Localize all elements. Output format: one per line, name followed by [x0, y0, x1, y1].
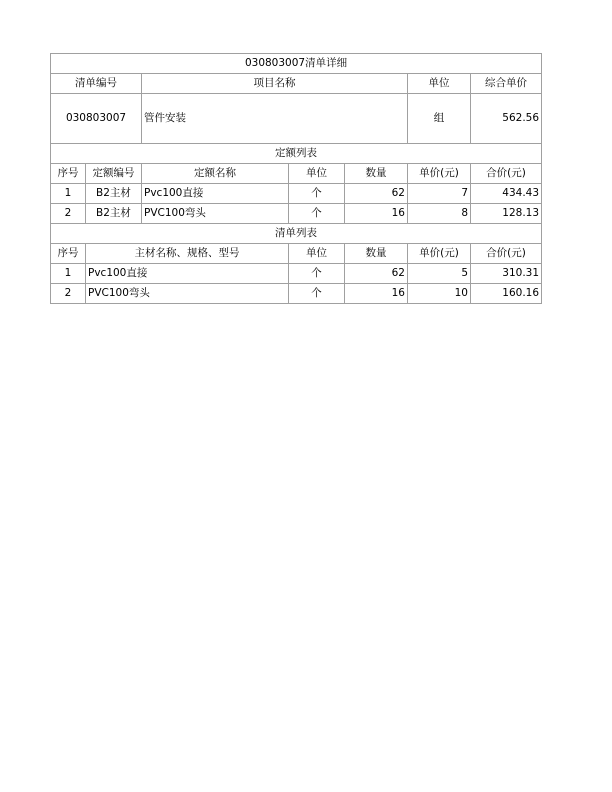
quota-name-header: 定额名称	[142, 164, 289, 184]
quota-unit-price: 8	[408, 204, 471, 224]
material-section-title-row	[51, 224, 542, 244]
quota-unit-header: 单位	[289, 164, 345, 184]
quota-name: Pvc100直接	[142, 184, 289, 204]
quota-seq-header: 序号	[51, 164, 86, 184]
quota-seq: 1	[51, 184, 86, 204]
quota-row	[51, 184, 542, 204]
quota-code: B2主材	[86, 204, 142, 224]
document-title-row	[51, 54, 542, 74]
material-name: Pvc100直接	[86, 264, 289, 284]
material-total-header: 合价(元)	[471, 244, 542, 264]
quota-header-row	[51, 164, 542, 184]
material-qty: 62	[345, 264, 408, 284]
quota-seq: 2	[51, 204, 86, 224]
quota-qty-header: 数量	[345, 164, 408, 184]
material-unit: 个	[289, 284, 345, 304]
material-row	[51, 264, 542, 284]
quota-total: 128.13	[471, 204, 542, 224]
quota-unit: 个	[289, 184, 345, 204]
material-unit: 个	[289, 264, 345, 284]
bill-name: 管件安装	[142, 94, 408, 144]
bill-unit: 组	[408, 94, 471, 144]
material-seq: 2	[51, 284, 86, 304]
quota-name: PVC100弯头	[142, 204, 289, 224]
material-unit-header: 单位	[289, 244, 345, 264]
material-total: 160.16	[471, 284, 542, 304]
bill-code: 030803007	[51, 94, 142, 144]
quota-unit-price: 7	[408, 184, 471, 204]
quota-section-title: 定额列表	[51, 144, 542, 164]
document-title: 030803007清单详细	[51, 54, 542, 74]
material-unit-price-header: 单价(元)	[408, 244, 471, 264]
material-qty: 16	[345, 284, 408, 304]
quota-unit-price-header: 单价(元)	[408, 164, 471, 184]
material-unit-price: 10	[408, 284, 471, 304]
bill-name-header: 项目名称	[142, 74, 408, 94]
quota-total-header: 合价(元)	[471, 164, 542, 184]
bill-detail-table	[50, 53, 542, 304]
material-name-header: 主材名称、规格、型号	[86, 244, 289, 264]
material-seq: 1	[51, 264, 86, 284]
quota-qty: 16	[345, 204, 408, 224]
quota-code-header: 定额编号	[86, 164, 142, 184]
bill-code-header: 清单编号	[51, 74, 142, 94]
bill-price: 562.56	[471, 94, 542, 144]
quota-qty: 62	[345, 184, 408, 204]
bill-header-row	[51, 74, 542, 94]
material-row	[51, 284, 542, 304]
material-total: 310.31	[471, 264, 542, 284]
bill-price-header: 综合单价	[471, 74, 542, 94]
bill-row	[51, 94, 542, 144]
material-seq-header: 序号	[51, 244, 86, 264]
material-name: PVC100弯头	[86, 284, 289, 304]
quota-unit: 个	[289, 204, 345, 224]
material-qty-header: 数量	[345, 244, 408, 264]
quota-total: 434.43	[471, 184, 542, 204]
material-unit-price: 5	[408, 264, 471, 284]
material-section-title: 清单列表	[51, 224, 542, 244]
material-header-row	[51, 244, 542, 264]
quota-code: B2主材	[86, 184, 142, 204]
quota-row	[51, 204, 542, 224]
bill-unit-header: 单位	[408, 74, 471, 94]
quota-section-title-row	[51, 144, 542, 164]
